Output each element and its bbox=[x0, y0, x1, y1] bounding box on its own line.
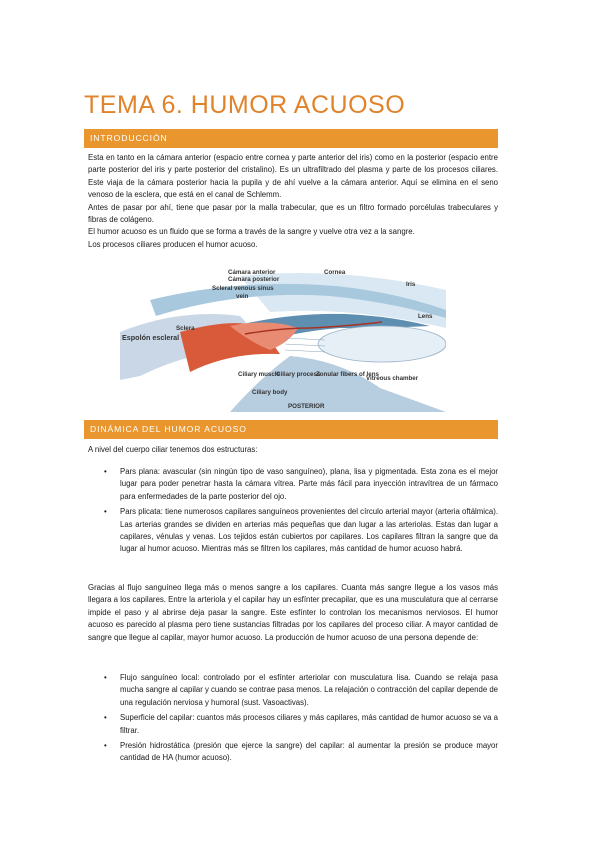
bullet-icon: • bbox=[104, 673, 107, 682]
list-item bbox=[104, 740, 498, 765]
label-ciliary-process: Ciliary process bbox=[276, 371, 321, 378]
factor-presion-hidrostatica: Presión hidrostática (presión que ejerce la sangre) del capilar: al aumentar la presión se produce mayor cantidad de HA (humor acuoso). bbox=[120, 741, 498, 763]
lens-shape bbox=[318, 326, 446, 362]
bullet-icon: • bbox=[104, 467, 107, 476]
dynamics-intro-line bbox=[88, 444, 498, 456]
structure-pars-plana: Pars plana: avascular (sin ningún tipo de vaso sanguíneo), plana, lisa y pigmentada. Esta zona es el mejor lugar para poder penetrar hasta la cámara vítrea. Parte más fácil para inyección intravítrea de un fármaco para enfermedades de la parte posterior del ojo. bbox=[120, 467, 498, 501]
page-title: TEMA 6. HUMOR ACUOSO bbox=[84, 91, 406, 119]
structure-pars-plicata: Pars plicata: tiene numerosos capilares sanguíneos provenientes del círculo arterial mayor (arteria oftálmica). Las arterias grandes se dividen en arterias más pequeñas que dan lugar a las arteriolas. Estas dan lugar a capilares, vénulas y venas. Los tejidos están cubiertos por capilares. Los capilares filtran la sangre que da lugar al humor acuoso. Mientras más se filtren los capilares, más cantidad de humor acuoso habrá. bbox=[120, 507, 498, 554]
dynamics-intro-text: A nivel del cuerpo ciliar tenemos dos estructuras: bbox=[88, 445, 258, 454]
dynamics-paragraph-text: Gracias al flujo sanguíneo llega más o menos sangre a los capilares. Cuanta más sangre llegue a los vasos más llegara a los capilares. Entre la arteriola y el capilar hay un esfínter precapilar, que es una musculatura que al cerrarse impide el paso y al abrirse deja pasar la sangre. Este esfínter lo controlan los mecanismos nerviosos. El humor acuoso es parecido al plasma pero tiene sustancias filtradas por los capilares del proceso ciliar. A mayor cantidad de sangre que llegue al capilar, mayor humor acuoso. La producción de humor acuoso de una persona depende de: bbox=[88, 583, 498, 642]
list-item bbox=[104, 506, 498, 556]
bullet-icon: • bbox=[104, 713, 107, 723]
dynamics-paragraph bbox=[88, 582, 498, 644]
intro-paragraph-2: Antes de pasar por ahí, tiene que pasar por la malla trabecular, que es un filtro formado porcélulas trabeculares y fibras de colágeno. bbox=[88, 202, 498, 225]
label-sclera: Sclera bbox=[176, 325, 195, 332]
label-camara-posterior: Cámara posterior bbox=[228, 276, 280, 283]
ciliary-body-diagram bbox=[120, 268, 446, 412]
list-item bbox=[104, 672, 498, 709]
label-vitreous-chamber: Vitreous chamber bbox=[366, 375, 419, 382]
section-heading-dinamica: DINÁMICA DEL HUMOR ACUOSO bbox=[84, 420, 498, 439]
intro-text bbox=[88, 152, 498, 251]
structures-list bbox=[104, 466, 498, 559]
section-heading-introduccion: INTRODUCCIÓN bbox=[84, 129, 498, 148]
label-vein: vein bbox=[236, 293, 249, 300]
label-scleral-venous-sinus: Scleral venous sinus bbox=[212, 285, 274, 292]
list-item bbox=[104, 466, 498, 503]
intro-paragraph-3: El humor acuoso es un fluido que se forma a través de la sangre y vuelve otra vez a la sangre. bbox=[88, 227, 415, 237]
intro-paragraph-4: Los procesos ciliares producen el humor acuoso. bbox=[88, 239, 258, 249]
label-ciliary-muscle: Ciliary muscle bbox=[238, 371, 280, 378]
label-posterior: POSTERIOR bbox=[288, 403, 325, 410]
bullet-icon: • bbox=[104, 741, 107, 751]
factor-flujo-sanguineo: Flujo sanguíneo local: controlado por el esfínter arteriolar con musculatura lisa. Cuando se relaja pasa mucha sangre al capilar y cuando se contrae pasa menos. La relajación o contracción del capilar depende de una regulación nerviosa y humoral (sust. Vasoactivas). bbox=[120, 673, 498, 707]
list-item bbox=[104, 712, 498, 737]
label-zonular-fibers: Zonular fibers of lens bbox=[316, 371, 379, 378]
label-lens: Lens bbox=[418, 313, 433, 320]
factor-superficie-capilar: Superficie del capilar: cuantos más procesos ciliares y más capilares, más cantidad de humor acuoso se va a filtrar. bbox=[120, 713, 498, 735]
intro-paragraph-1: Esta en tanto en la cámara anterior (espacio entre cornea y parte anterior del iris) como en la posterior (espacio entre parte posterior del iris y parte posterior del cristalino). Es un ultrafiltrado del plasma y parte de los procesos ciliares. Este viaja de la cámara posterior hacia la pupila y de ahí vuelve a la cámara anterior. Aquí se elimina en el seno venoso de la esclera, que está en el canal de Schlemm. bbox=[88, 153, 498, 200]
label-ciliary-body: Ciliary body bbox=[252, 389, 288, 396]
bullet-icon: • bbox=[104, 507, 107, 517]
label-espolon-escleral: Espolón escleral bbox=[122, 333, 180, 342]
factors-list bbox=[104, 672, 498, 768]
label-cornea: Cornea bbox=[324, 269, 346, 276]
label-camara-anterior: Cámara anterior bbox=[228, 269, 276, 276]
label-iris: Iris bbox=[406, 281, 416, 288]
